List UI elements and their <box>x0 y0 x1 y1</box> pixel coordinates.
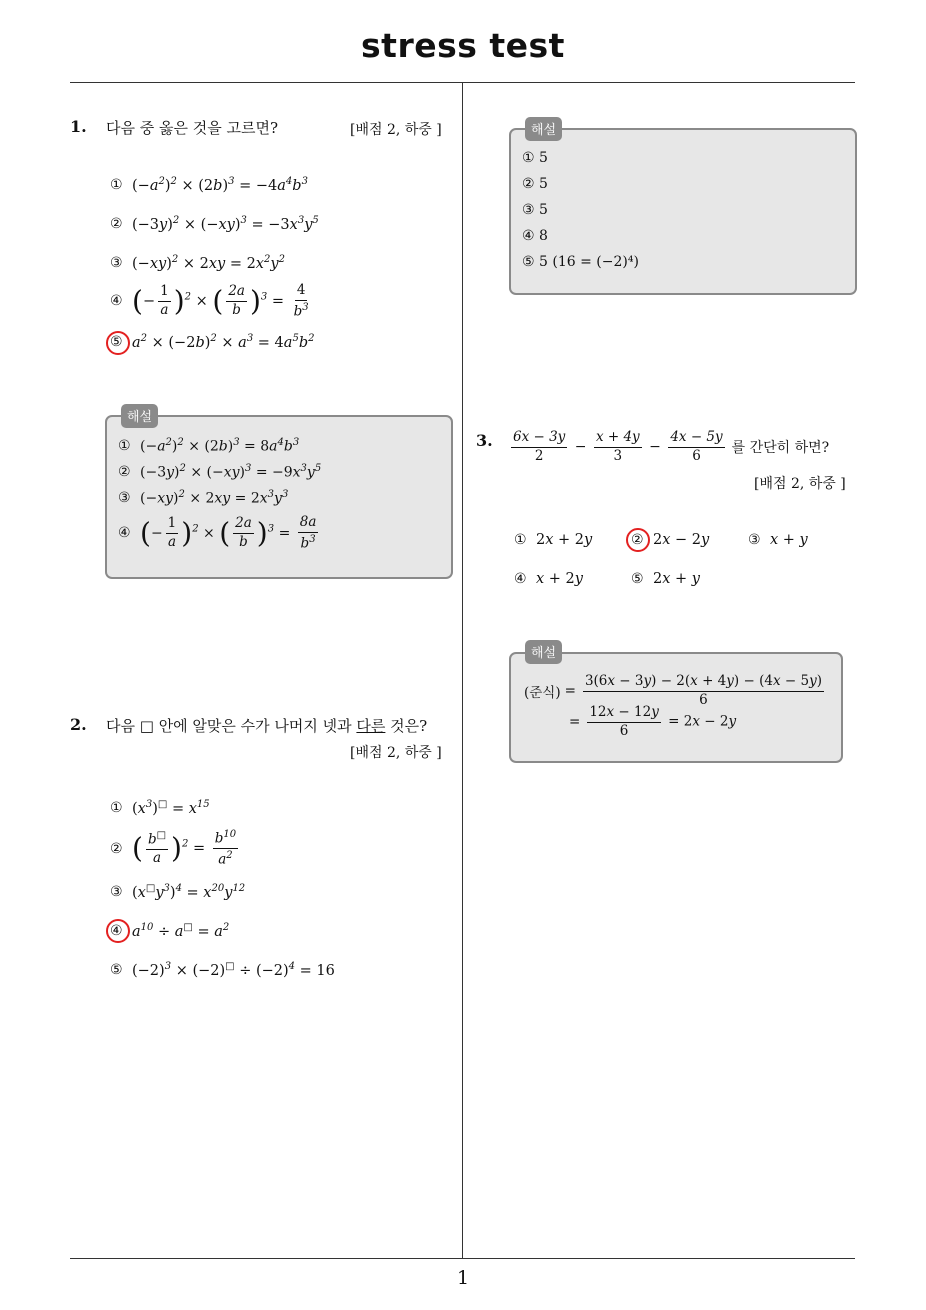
option-number: ③ <box>748 532 761 548</box>
option-number: ② <box>110 215 123 232</box>
q2-explanation-line-5: ⑤ 5 (16 = (−2)⁴) <box>522 254 639 270</box>
option-number: ① <box>110 176 123 193</box>
q3-explanation-line-1: (준식) = $\frac{3(6x - 3y) - 2(x + 4y) - (4x - 5y)}{6}$ <box>524 673 822 708</box>
q1-option-4[interactable] <box>110 283 314 320</box>
q2-explanation-line-1: ① 5 <box>522 150 548 166</box>
line-number: ② <box>118 463 131 480</box>
bottom-rule <box>70 1258 855 1259</box>
option-number: ⑤ <box>110 333 123 350</box>
column-divider <box>462 83 463 1259</box>
page-title: stress test <box>361 26 565 65</box>
q3-explanation-tag: 해설 <box>525 640 562 664</box>
option-number: ④ <box>110 922 123 939</box>
q2-text: 다음 □ 안에 알맞은 수가 나머지 넷과 다른 것은? <box>106 717 428 735</box>
q1-option-1[interactable] <box>110 176 308 194</box>
q1-explanation-line-1: ① $(-a^2)^2 \times (2b)^3 = 8a^4b^3$ <box>118 437 300 455</box>
q1-number: 1. <box>70 117 87 136</box>
q1-meta: [배점 2, 하중 ] <box>350 122 442 138</box>
q2-number: 2. <box>70 715 87 734</box>
math-expression: $(-xy)^2 \times 2xy = 2x^2y^2$ <box>132 254 285 272</box>
option-number: ④ <box>110 293 123 310</box>
q3-meta: [배점 2, 하중 ] <box>754 476 846 492</box>
q2-explanation-line-2: ② 5 <box>522 176 548 192</box>
math-expression: $(-3y)^2 \times (-xy)^3 = -3x^3y^5$ <box>132 215 319 233</box>
q3-expression: $\frac{6x - 3y}{2}$ − $\frac{x + 4y}{3}$ − $\frac{4x - 5y}{6}$ 를 간단히 하면? <box>513 429 830 464</box>
q3-number: 3. <box>476 431 493 450</box>
q2-explanation-line-3: ③ 5 <box>522 202 548 218</box>
q3-option-3[interactable]: ③ x + y <box>748 532 808 548</box>
q2-option-3[interactable]: ③ $(x^□y^3)^4 = x^{20}y^{12}$ <box>110 883 246 901</box>
option-number: ④ <box>514 571 527 587</box>
q2-option-1[interactable]: ① $(x^3)^□ = x^{15}$ <box>110 799 210 817</box>
q2-meta: [배점 2, 하중 ] <box>350 745 442 761</box>
q1-text: 다음 중 옳은 것을 고르면? <box>106 119 279 137</box>
q2-option-2[interactable]: ② ( $\frac{b^□}{a}$ )$^2$ = $\frac{b^{10}}{a^2}$ <box>110 829 237 868</box>
option-number: ⑤ <box>110 961 123 978</box>
line-number: ③ <box>118 489 131 506</box>
q2-explanation-line-4: ④ 8 <box>522 228 548 244</box>
option-number: ⑤ <box>631 571 644 587</box>
explanation-prefix: (준식) <box>524 685 561 702</box>
q3-option-5[interactable]: ⑤ 2x + y <box>631 571 700 587</box>
option-number: ① <box>514 532 527 548</box>
math-expression: $a^2 \times (-2b)^2 \times a^3 = 4a^5b^2$ <box>132 333 315 351</box>
q3-explanation-line-2: = $\frac{12x - 12y}{6}$ = 2x − 2y <box>569 704 737 739</box>
q2-option-4[interactable]: ④ $a^{10} \div a^□ = a^2$ <box>110 922 230 940</box>
q3-option-1[interactable]: ① 2x + 2y <box>514 532 593 548</box>
q2-explanation-tag: 해설 <box>525 117 562 141</box>
q2-option-5[interactable]: ⑤ $(-2)^3 \times (-2)^□ \div (-2)^4 = 16$ <box>110 961 335 979</box>
line-number: ① <box>118 437 131 454</box>
option-number: ③ <box>110 254 123 271</box>
q3-text: 를 간단히 하면? <box>731 440 830 457</box>
q3-option-2[interactable]: ② 2x − 2y <box>631 532 710 548</box>
q1-option-2[interactable] <box>110 215 319 233</box>
q1-explanation-tag: 해설 <box>121 404 158 428</box>
answer-mark-circle <box>626 528 650 552</box>
q1-explanation-line-3: ③ $(-xy)^2 \times 2xy = 2x^3y^3$ <box>118 489 289 507</box>
answer-mark-circle <box>106 919 130 943</box>
q1-explanation-line-2: ② $(-3y)^2 \times (-xy)^3 = -9x^3y^5$ <box>118 463 322 481</box>
math-expression: $(-a^2)^2 \times (2b)^3 = -4a^4b^3$ <box>132 176 308 194</box>
option-number: ③ <box>110 883 123 900</box>
page-number: 1 <box>456 1267 470 1289</box>
line-number: ④ <box>118 525 131 542</box>
q1-option-5[interactable] <box>110 333 314 351</box>
option-number: ② <box>110 840 123 857</box>
q1-explanation-line-4: ④ (− $\frac{1}{a}$ )$^2$ × ( $\frac{2a}{b}$ )$^3$ = $\frac{8a}{b^3}$ <box>118 514 317 552</box>
q1-option-3[interactable] <box>110 254 285 272</box>
answer-mark-circle <box>106 331 130 355</box>
option-number: ① <box>110 799 123 816</box>
math-expression: (− $\frac{1}{a}$ )$^2$ × ( $\frac{2a}{b}$ )$^3$ = $\frac{4}{b^3}$ <box>132 282 309 320</box>
q3-option-4[interactable]: ④ x + 2y <box>514 571 583 587</box>
option-number: ② <box>631 532 644 548</box>
